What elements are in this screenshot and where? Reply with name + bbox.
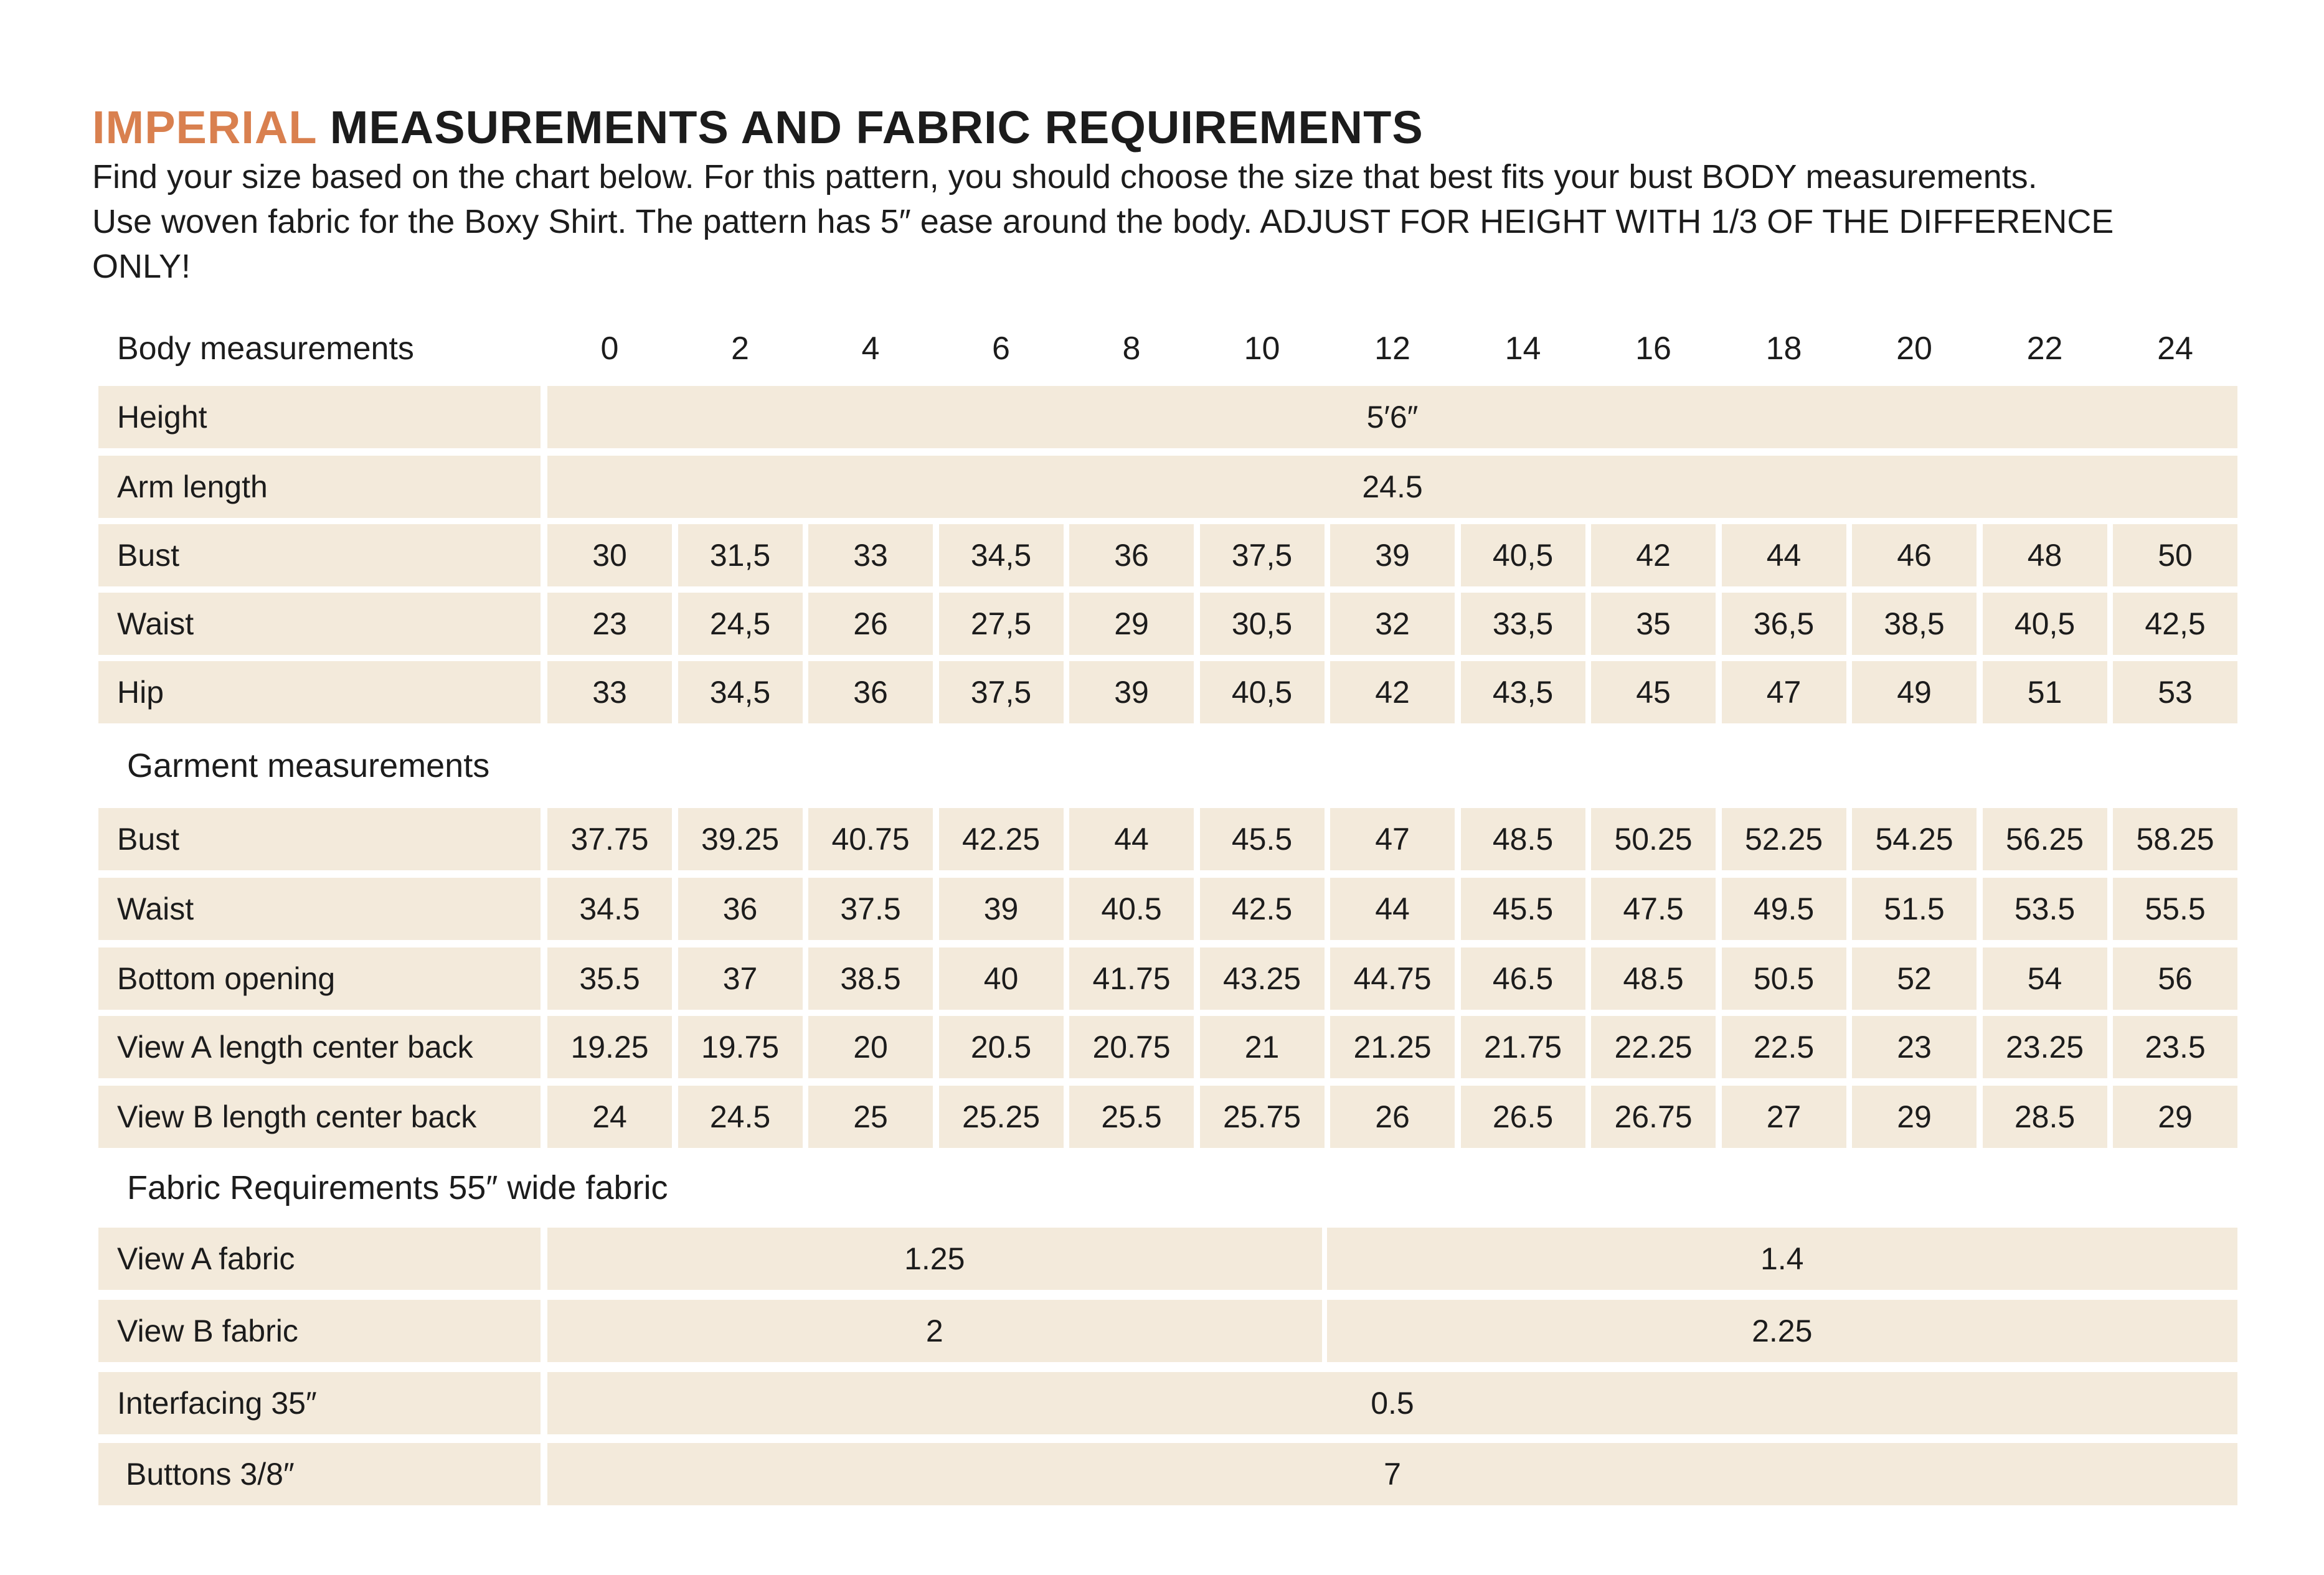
- garment-view-b-length-center-back-size-10: 25.75: [1200, 1086, 1325, 1148]
- size-header-2: 2: [731, 331, 749, 367]
- buttons-value: 7: [547, 1443, 2237, 1505]
- garment-waist-size-0: 34.5: [547, 878, 672, 940]
- body-bust-size-8: 36: [1069, 524, 1194, 586]
- garment-view-a-length-center-back-size-2: 19.75: [678, 1016, 803, 1078]
- garment-bottom-opening-size-18: 50.5: [1722, 947, 1846, 1010]
- body-hip-size-20: 49: [1852, 661, 1977, 723]
- garment-waist-size-8: 40.5: [1069, 878, 1194, 940]
- body-waist-size-6: 27,5: [939, 593, 1064, 655]
- interfacing-value: 0.5: [547, 1372, 2237, 1434]
- garment-bust-label: Bust: [98, 808, 541, 870]
- arm-length-value: 24.5: [547, 456, 2237, 518]
- body-bust-size-0: 30: [547, 524, 672, 586]
- body-bust-size-10: 37,5: [1200, 524, 1325, 586]
- size-header-6: 6: [992, 331, 1010, 367]
- garment-waist-size-24: 55.5: [2113, 878, 2237, 940]
- body-waist-size-16: 35: [1591, 593, 1716, 655]
- body-waist-size-8: 29: [1069, 593, 1194, 655]
- body-hip-label: Hip: [98, 661, 541, 723]
- view-a-fabric-small-sizes: 1.25: [547, 1228, 1322, 1290]
- garment-bust-size-6: 42.25: [939, 808, 1064, 870]
- garment-bust-size-10: 45.5: [1200, 808, 1325, 870]
- body-hip-size-6: 37,5: [939, 661, 1064, 723]
- body-waist-size-18: 36,5: [1722, 593, 1846, 655]
- garment-bottom-opening-size-16: 48.5: [1591, 947, 1716, 1010]
- intro-line-3: ONLY!: [92, 248, 191, 285]
- body-hip-size-4: 36: [808, 661, 933, 723]
- garment-view-b-length-center-back-size-2: 24.5: [678, 1086, 803, 1148]
- garment-view-b-length-center-back-size-12: 26: [1330, 1086, 1455, 1148]
- size-header-10: 10: [1244, 331, 1280, 367]
- garment-bust-size-20: 54.25: [1852, 808, 1977, 870]
- view-a-fabric-large-sizes: 1.4: [1327, 1228, 2238, 1290]
- garment-waist-size-16: 47.5: [1591, 878, 1716, 940]
- body-bust-size-20: 46: [1852, 524, 1977, 586]
- interfacing-label: Interfacing 35″: [98, 1372, 541, 1434]
- buttons-label: Buttons 3/8″: [98, 1443, 541, 1505]
- intro-line-1: Find your size based on the chart below. For this pattern, you should choose the size that best fits your bust BODY measurements.: [92, 158, 2038, 195]
- garment-view-a-length-center-back-size-14: 21.75: [1461, 1016, 1585, 1078]
- body-bust-size-22: 48: [1983, 524, 2107, 586]
- body-waist-size-22: 40,5: [1983, 593, 2107, 655]
- garment-view-a-length-center-back-size-16: 22.25: [1591, 1016, 1716, 1078]
- garment-bottom-opening-size-22: 54: [1983, 947, 2107, 1010]
- garment-view-a-length-center-back-size-0: 19.25: [547, 1016, 672, 1078]
- garment-waist-size-2: 36: [678, 878, 803, 940]
- garment-view-a-length-center-back-size-18: 22.5: [1722, 1016, 1846, 1078]
- garment-bust-size-22: 56.25: [1983, 808, 2107, 870]
- body-bust-label: Bust: [98, 524, 541, 586]
- garment-waist-size-10: 42.5: [1200, 878, 1325, 940]
- garment-bottom-opening-size-10: 43.25: [1200, 947, 1325, 1010]
- body-waist-size-10: 30,5: [1200, 593, 1325, 655]
- body-bust-size-14: 40,5: [1461, 524, 1585, 586]
- garment-view-b-length-center-back-size-0: 24: [547, 1086, 672, 1148]
- garment-view-b-length-center-back-size-24: 29: [2113, 1086, 2237, 1148]
- garment-view-b-length-center-back-size-22: 28.5: [1983, 1086, 2107, 1148]
- garment-waist-size-20: 51.5: [1852, 878, 1977, 940]
- size-header-18: 18: [1765, 331, 1802, 367]
- body-bust-size-4: 33: [808, 524, 933, 586]
- body-bust-size-12: 39: [1330, 524, 1455, 586]
- garment-bust-size-4: 40.75: [808, 808, 933, 870]
- body-waist-label: Waist: [98, 593, 541, 655]
- body-hip-size-2: 34,5: [678, 661, 803, 723]
- garment-bust-size-8: 44: [1069, 808, 1194, 870]
- body-waist-size-20: 38,5: [1852, 593, 1977, 655]
- garment-bottom-opening-size-8: 41.75: [1069, 947, 1194, 1010]
- title-accent: IMPERIAL: [92, 101, 317, 153]
- garment-bust-size-18: 52.25: [1722, 808, 1846, 870]
- body-waist-size-14: 33,5: [1461, 593, 1585, 655]
- garment-bottom-opening-size-0: 35.5: [547, 947, 672, 1010]
- garment-bottom-opening-size-4: 38.5: [808, 947, 933, 1010]
- body-measurements-heading: Body measurements: [117, 331, 414, 367]
- page-title: [92, 100, 1424, 156]
- garment-view-b-length-center-back-size-4: 25: [808, 1086, 933, 1148]
- body-bust-size-24: 50: [2113, 524, 2237, 586]
- garment-bottom-opening-size-12: 44.75: [1330, 947, 1455, 1010]
- height-value: 5′6″: [547, 386, 2237, 448]
- body-hip-size-22: 51: [1983, 661, 2107, 723]
- garment-view-a-length-center-back-size-8: 20.75: [1069, 1016, 1194, 1078]
- body-bust-size-2: 31,5: [678, 524, 803, 586]
- view-a-fabric-label: View A fabric: [98, 1228, 541, 1290]
- body-hip-size-10: 40,5: [1200, 661, 1325, 723]
- view-b-fabric-large-sizes: 2.25: [1327, 1300, 2238, 1362]
- garment-bust-size-14: 48.5: [1461, 808, 1585, 870]
- garment-view-a-length-center-back-size-24: 23.5: [2113, 1016, 2237, 1078]
- size-header-16: 16: [1635, 331, 1671, 367]
- garment-bust-size-0: 37.75: [547, 808, 672, 870]
- garment-bottom-opening-size-6: 40: [939, 947, 1064, 1010]
- body-waist-size-0: 23: [547, 593, 672, 655]
- garment-waist-size-4: 37.5: [808, 878, 933, 940]
- garment-view-b-length-center-back-size-16: 26.75: [1591, 1086, 1716, 1148]
- body-bust-size-18: 44: [1722, 524, 1846, 586]
- size-header-0: 0: [600, 331, 619, 367]
- body-waist-size-24: 42,5: [2113, 593, 2237, 655]
- size-header-24: 24: [2157, 331, 2193, 367]
- size-header-row: [0, 324, 2324, 374]
- garment-view-a-length-center-back-label: View A length center back: [98, 1016, 541, 1078]
- size-header-8: 8: [1122, 331, 1141, 367]
- body-hip-size-18: 47: [1722, 661, 1846, 723]
- body-hip-size-0: 33: [547, 661, 672, 723]
- body-waist-size-12: 32: [1330, 593, 1455, 655]
- garment-bottom-opening-label: Bottom opening: [98, 947, 541, 1010]
- garment-measurements-heading: Garment measurements: [127, 747, 490, 784]
- size-header-22: 22: [2026, 331, 2063, 367]
- garment-bust-size-12: 47: [1330, 808, 1455, 870]
- garment-bust-size-2: 39.25: [678, 808, 803, 870]
- garment-view-a-length-center-back-size-22: 23.25: [1983, 1016, 2107, 1078]
- size-header-20: 20: [1896, 331, 1932, 367]
- size-header-12: 12: [1374, 331, 1410, 367]
- garment-waist-size-6: 39: [939, 878, 1064, 940]
- body-bust-size-6: 34,5: [939, 524, 1064, 586]
- arm-length-label: Arm length: [98, 456, 541, 518]
- title-rest: MEASUREMENTS AND FABRIC REQUIREMENTS: [316, 101, 1424, 153]
- garment-bottom-opening-size-14: 46.5: [1461, 947, 1585, 1010]
- size-header-14: 14: [1504, 331, 1541, 367]
- garment-waist-size-12: 44: [1330, 878, 1455, 940]
- garment-bust-size-24: 58.25: [2113, 808, 2237, 870]
- body-hip-size-24: 53: [2113, 661, 2237, 723]
- garment-view-a-length-center-back-size-20: 23: [1852, 1016, 1977, 1078]
- body-bust-size-16: 42: [1591, 524, 1716, 586]
- garment-bust-size-16: 50.25: [1591, 808, 1716, 870]
- garment-bottom-opening-size-20: 52: [1852, 947, 1977, 1010]
- garment-view-a-length-center-back-size-4: 20: [808, 1016, 933, 1078]
- size-header-4: 4: [861, 331, 880, 367]
- view-b-fabric-label: View B fabric: [98, 1300, 541, 1362]
- fabric-requirements-heading: Fabric Requirements 55″ wide fabric: [127, 1169, 668, 1206]
- garment-waist-size-22: 53.5: [1983, 878, 2107, 940]
- body-waist-size-4: 26: [808, 593, 933, 655]
- garment-view-b-length-center-back-size-20: 29: [1852, 1086, 1977, 1148]
- garment-view-a-length-center-back-size-12: 21.25: [1330, 1016, 1455, 1078]
- garment-view-b-length-center-back-label: View B length center back: [98, 1086, 541, 1148]
- body-waist-size-2: 24,5: [678, 593, 803, 655]
- garment-waist-size-18: 49.5: [1722, 878, 1846, 940]
- intro-line-2: Use woven fabric for the Boxy Shirt. The pattern has 5″ ease around the body. ADJUST FOR HEIGHT WITH 1/3 OF THE DIFFERENCE: [92, 203, 2114, 240]
- garment-view-a-length-center-back-size-6: 20.5: [939, 1016, 1064, 1078]
- body-hip-size-14: 43,5: [1461, 661, 1585, 723]
- garment-view-b-length-center-back-size-8: 25.5: [1069, 1086, 1194, 1148]
- intro-text: [92, 154, 2222, 289]
- height-label: Height: [98, 386, 541, 448]
- body-hip-size-16: 45: [1591, 661, 1716, 723]
- body-hip-size-12: 42: [1330, 661, 1455, 723]
- garment-view-b-length-center-back-size-6: 25.25: [939, 1086, 1064, 1148]
- garment-view-a-length-center-back-size-10: 21: [1200, 1016, 1325, 1078]
- garment-view-b-length-center-back-size-14: 26.5: [1461, 1086, 1585, 1148]
- garment-bottom-opening-size-24: 56: [2113, 947, 2237, 1010]
- garment-bottom-opening-size-2: 37: [678, 947, 803, 1010]
- body-hip-size-8: 39: [1069, 661, 1194, 723]
- garment-waist-label: Waist: [98, 878, 541, 940]
- garment-view-b-length-center-back-size-18: 27: [1722, 1086, 1846, 1148]
- garment-waist-size-14: 45.5: [1461, 878, 1585, 940]
- view-b-fabric-small-sizes: 2: [547, 1300, 1322, 1362]
